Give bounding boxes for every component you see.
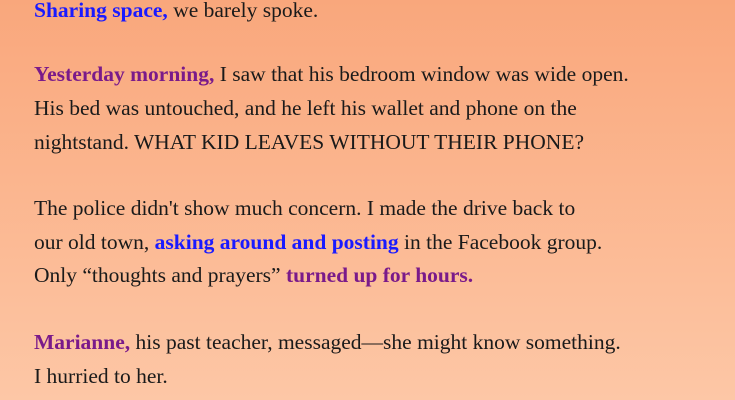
story-line [34, 128, 584, 156]
text-run: nightstand. WHAT KID LEAVES WITHOUT THEIR PHONE? [34, 130, 585, 154]
highlight-phrase: asking around and posting [154, 230, 399, 254]
highlight-phrase: Marianne, [34, 330, 131, 354]
story-line [34, 60, 629, 88]
text-run: His bed was untouched, and he left his wallet and phone on the [34, 96, 577, 120]
story-line [34, 0, 318, 24]
story-line [34, 194, 575, 222]
text-run: I saw that his bedroom window was wide open. [214, 62, 629, 86]
text-run: our old town, [34, 230, 155, 254]
story-line [34, 261, 473, 289]
text-run: The police didn't show much concern. I made the drive back to [34, 196, 576, 220]
text-run: I hurried to her. [34, 364, 168, 388]
highlight-phrase: turned up for hours. [285, 263, 474, 287]
text-run: we barely spoke. [167, 0, 319, 22]
text-run: in the Facebook group. [398, 230, 603, 254]
highlight-phrase: Sharing space, [34, 0, 168, 22]
text-run: his past teacher, messaged—she might know something. [130, 330, 621, 354]
story-line [34, 94, 577, 122]
text-run: Only “thoughts and prayers” [34, 263, 286, 287]
highlight-phrase: Yesterday morning, [34, 62, 215, 86]
story-line [34, 328, 621, 356]
story-line [34, 228, 602, 256]
story-line [34, 362, 168, 390]
